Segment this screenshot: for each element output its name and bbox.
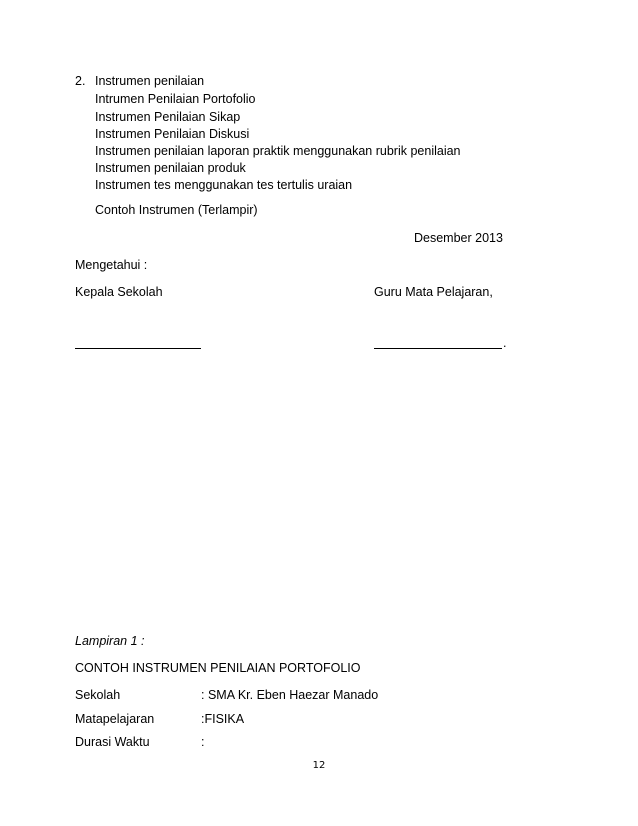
teacher-signature-line <box>374 348 502 349</box>
instrument-item: Instrumen Penilaian Sikap <box>95 110 241 124</box>
instrument-item: Instrumen penilaian produk <box>95 161 246 175</box>
principal-role: Kepala Sekolah <box>75 285 163 299</box>
instrument-item: Instrumen tes menggunakan tes tertulis uraian <box>95 178 353 192</box>
signature-date: Desember 2013 <box>414 231 503 245</box>
instrument-item: Intrumen Penilaian Portofolio <box>95 92 256 106</box>
field-label-duration: Durasi Waktu <box>75 735 150 749</box>
section-number: 2. <box>75 74 86 88</box>
acknowledged-label: Mengetahui : <box>75 258 148 272</box>
field-label-school: Sekolah <box>75 688 121 702</box>
teacher-signature-period: . <box>503 336 507 350</box>
instrument-item: Instrumen Penilaian Diskusi <box>95 127 250 141</box>
teacher-role: Guru Mata Pelajaran, <box>374 285 493 299</box>
field-label-subject: Matapelajaran <box>75 712 155 726</box>
example-note: Contoh Instrumen (Terlampir) <box>95 203 258 217</box>
section-title: Instrumen penilaian <box>95 74 205 88</box>
field-value-duration: : <box>201 735 205 749</box>
instrument-item: Instrumen penilaian laporan praktik menggunakan rubrik penilaian <box>95 144 461 158</box>
appendix-title: CONTOH INSTRUMEN PENILAIAN PORTOFOLIO <box>75 661 361 675</box>
page-number: 12 <box>312 760 326 771</box>
field-value-school: : SMA Kr. Eben Haezar Manado <box>201 688 379 702</box>
principal-signature-line <box>75 348 201 349</box>
field-value-subject: :FISIKA <box>201 712 245 726</box>
appendix-label: Lampiran 1 : <box>75 634 145 648</box>
